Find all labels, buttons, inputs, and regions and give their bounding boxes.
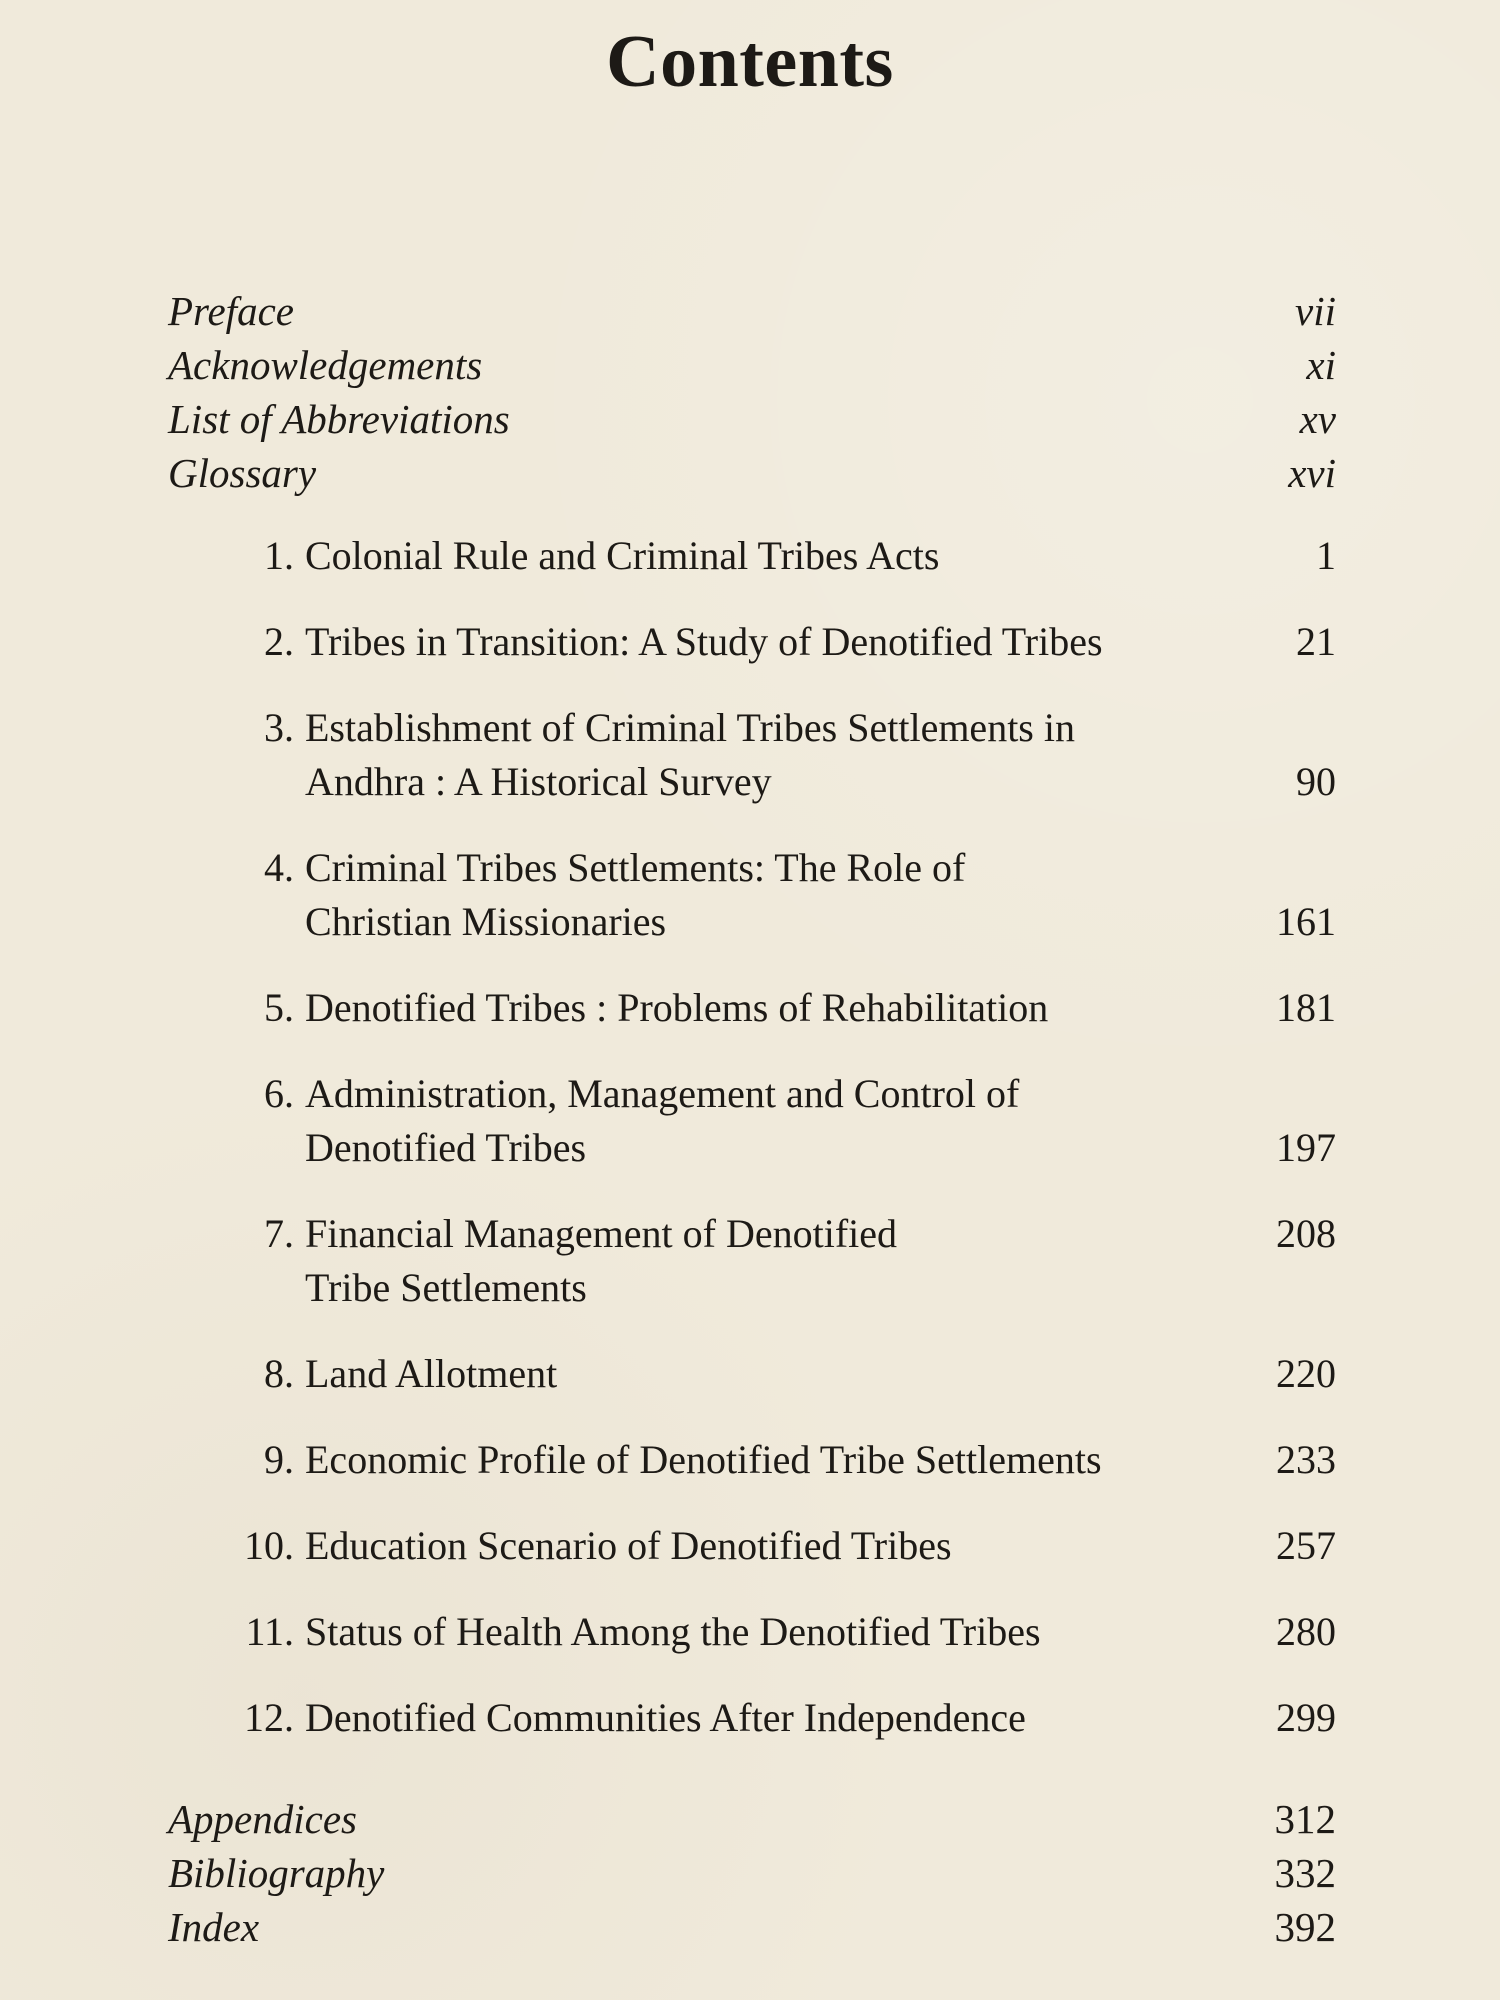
front-matter-item [168,338,1336,392]
back-matter-item [168,1900,1336,1954]
chapter-number: 6. [264,1071,294,1116]
back-matter-label: Bibliography [168,1850,385,1896]
chapter-list [168,529,1336,1777]
chapter-number: 4. [264,845,294,890]
chapter-page: 208 [1276,1211,1336,1256]
chapter-number: 9. [264,1437,294,1482]
chapter-title-line: Financial Management of Denotified [305,1211,898,1256]
chapter-page: 299 [1276,1695,1336,1740]
chapter-page: 280 [1276,1609,1336,1654]
chapter-page: 257 [1276,1523,1336,1568]
back-matter-item [168,1846,1336,1900]
chapter-entry [168,701,1336,809]
chapter-entry [168,529,1336,583]
chapter-page: 161 [1276,899,1336,944]
chapter-number: 1. [264,533,294,578]
front-matter-label: List of Abbreviations [168,396,510,442]
back-matter-page: 312 [1274,1796,1336,1842]
back-matter-label: Index [168,1904,260,1950]
chapter-title-line: Land Allotment [305,1351,558,1396]
back-matter-page: 392 [1274,1904,1336,1950]
chapter-entry [168,1605,1336,1659]
chapter-title-line: Tribes in Transition: A Study of Denotified Tribes [305,619,1103,664]
back-matter-list [168,1792,1336,1954]
chapter-title-line: Denotified Communities After Independence [305,1695,1026,1740]
front-matter-page: vii [1295,288,1336,334]
front-matter-page: xi [1306,342,1336,388]
chapter-entry [168,615,1336,669]
chapter-number: 5. [264,985,294,1030]
chapter-page: 181 [1276,985,1336,1030]
chapter-entry [168,1433,1336,1487]
back-matter-item [168,1792,1336,1846]
chapter-entry [168,1067,1336,1175]
chapter-number: 7. [264,1211,294,1256]
chapter-page: 21 [1296,619,1336,664]
chapter-title-line: Establishment of Criminal Tribes Settlements in [305,705,1075,750]
back-matter-label: Appendices [168,1796,357,1842]
chapter-title-line: Colonial Rule and Criminal Tribes Acts [305,533,940,578]
chapter-number: 2. [264,619,294,664]
chapter-page: 197 [1276,1125,1336,1170]
front-matter-item [168,392,1336,446]
chapter-entry [168,841,1336,949]
page-title: Contents [606,21,894,103]
chapter-entry [168,1519,1336,1573]
chapter-title-line: Criminal Tribes Settlements: The Role of [305,845,966,890]
chapter-entry [168,1207,1336,1315]
chapter-number: 10. [244,1523,294,1568]
chapter-entry [168,1691,1336,1745]
chapter-number: 3. [264,705,294,750]
chapter-number: 11. [245,1609,294,1654]
front-matter-label: Preface [168,288,294,334]
front-matter-page: xvi [1288,450,1336,496]
front-matter-page: xv [1299,396,1336,442]
front-matter-item [168,284,1336,338]
chapter-title-line: Tribe Settlements [305,1265,587,1310]
chapter-entry [168,1347,1336,1401]
front-matter-label: Glossary [168,450,317,496]
chapter-title-line: Denotified Tribes : Problems of Rehabilitation [305,985,1049,1030]
front-matter-list [168,284,1336,500]
chapter-entry [168,981,1336,1035]
chapter-page: 90 [1296,759,1336,804]
chapter-number: 12. [244,1695,294,1740]
front-matter-item [168,446,1336,500]
chapter-title-line: Denotified Tribes [305,1125,587,1170]
chapter-page: 220 [1276,1351,1336,1396]
front-matter-label: Acknowledgements [168,342,483,388]
chapter-title-line: Economic Profile of Denotified Tribe Settlements [305,1437,1102,1482]
chapter-title-line: Status of Health Among the Denotified Tribes [305,1609,1041,1654]
chapter-title-line: Administration, Management and Control of [305,1071,1020,1116]
back-matter-page: 332 [1274,1850,1336,1896]
chapter-page: 1 [1316,533,1336,578]
chapter-title-line: Education Scenario of Denotified Tribes [305,1523,952,1568]
chapter-title-line: Andhra : A Historical Survey [305,759,772,804]
chapter-page: 233 [1276,1437,1336,1482]
chapter-number: 8. [264,1351,294,1396]
chapter-title-line: Christian Missionaries [305,899,667,944]
